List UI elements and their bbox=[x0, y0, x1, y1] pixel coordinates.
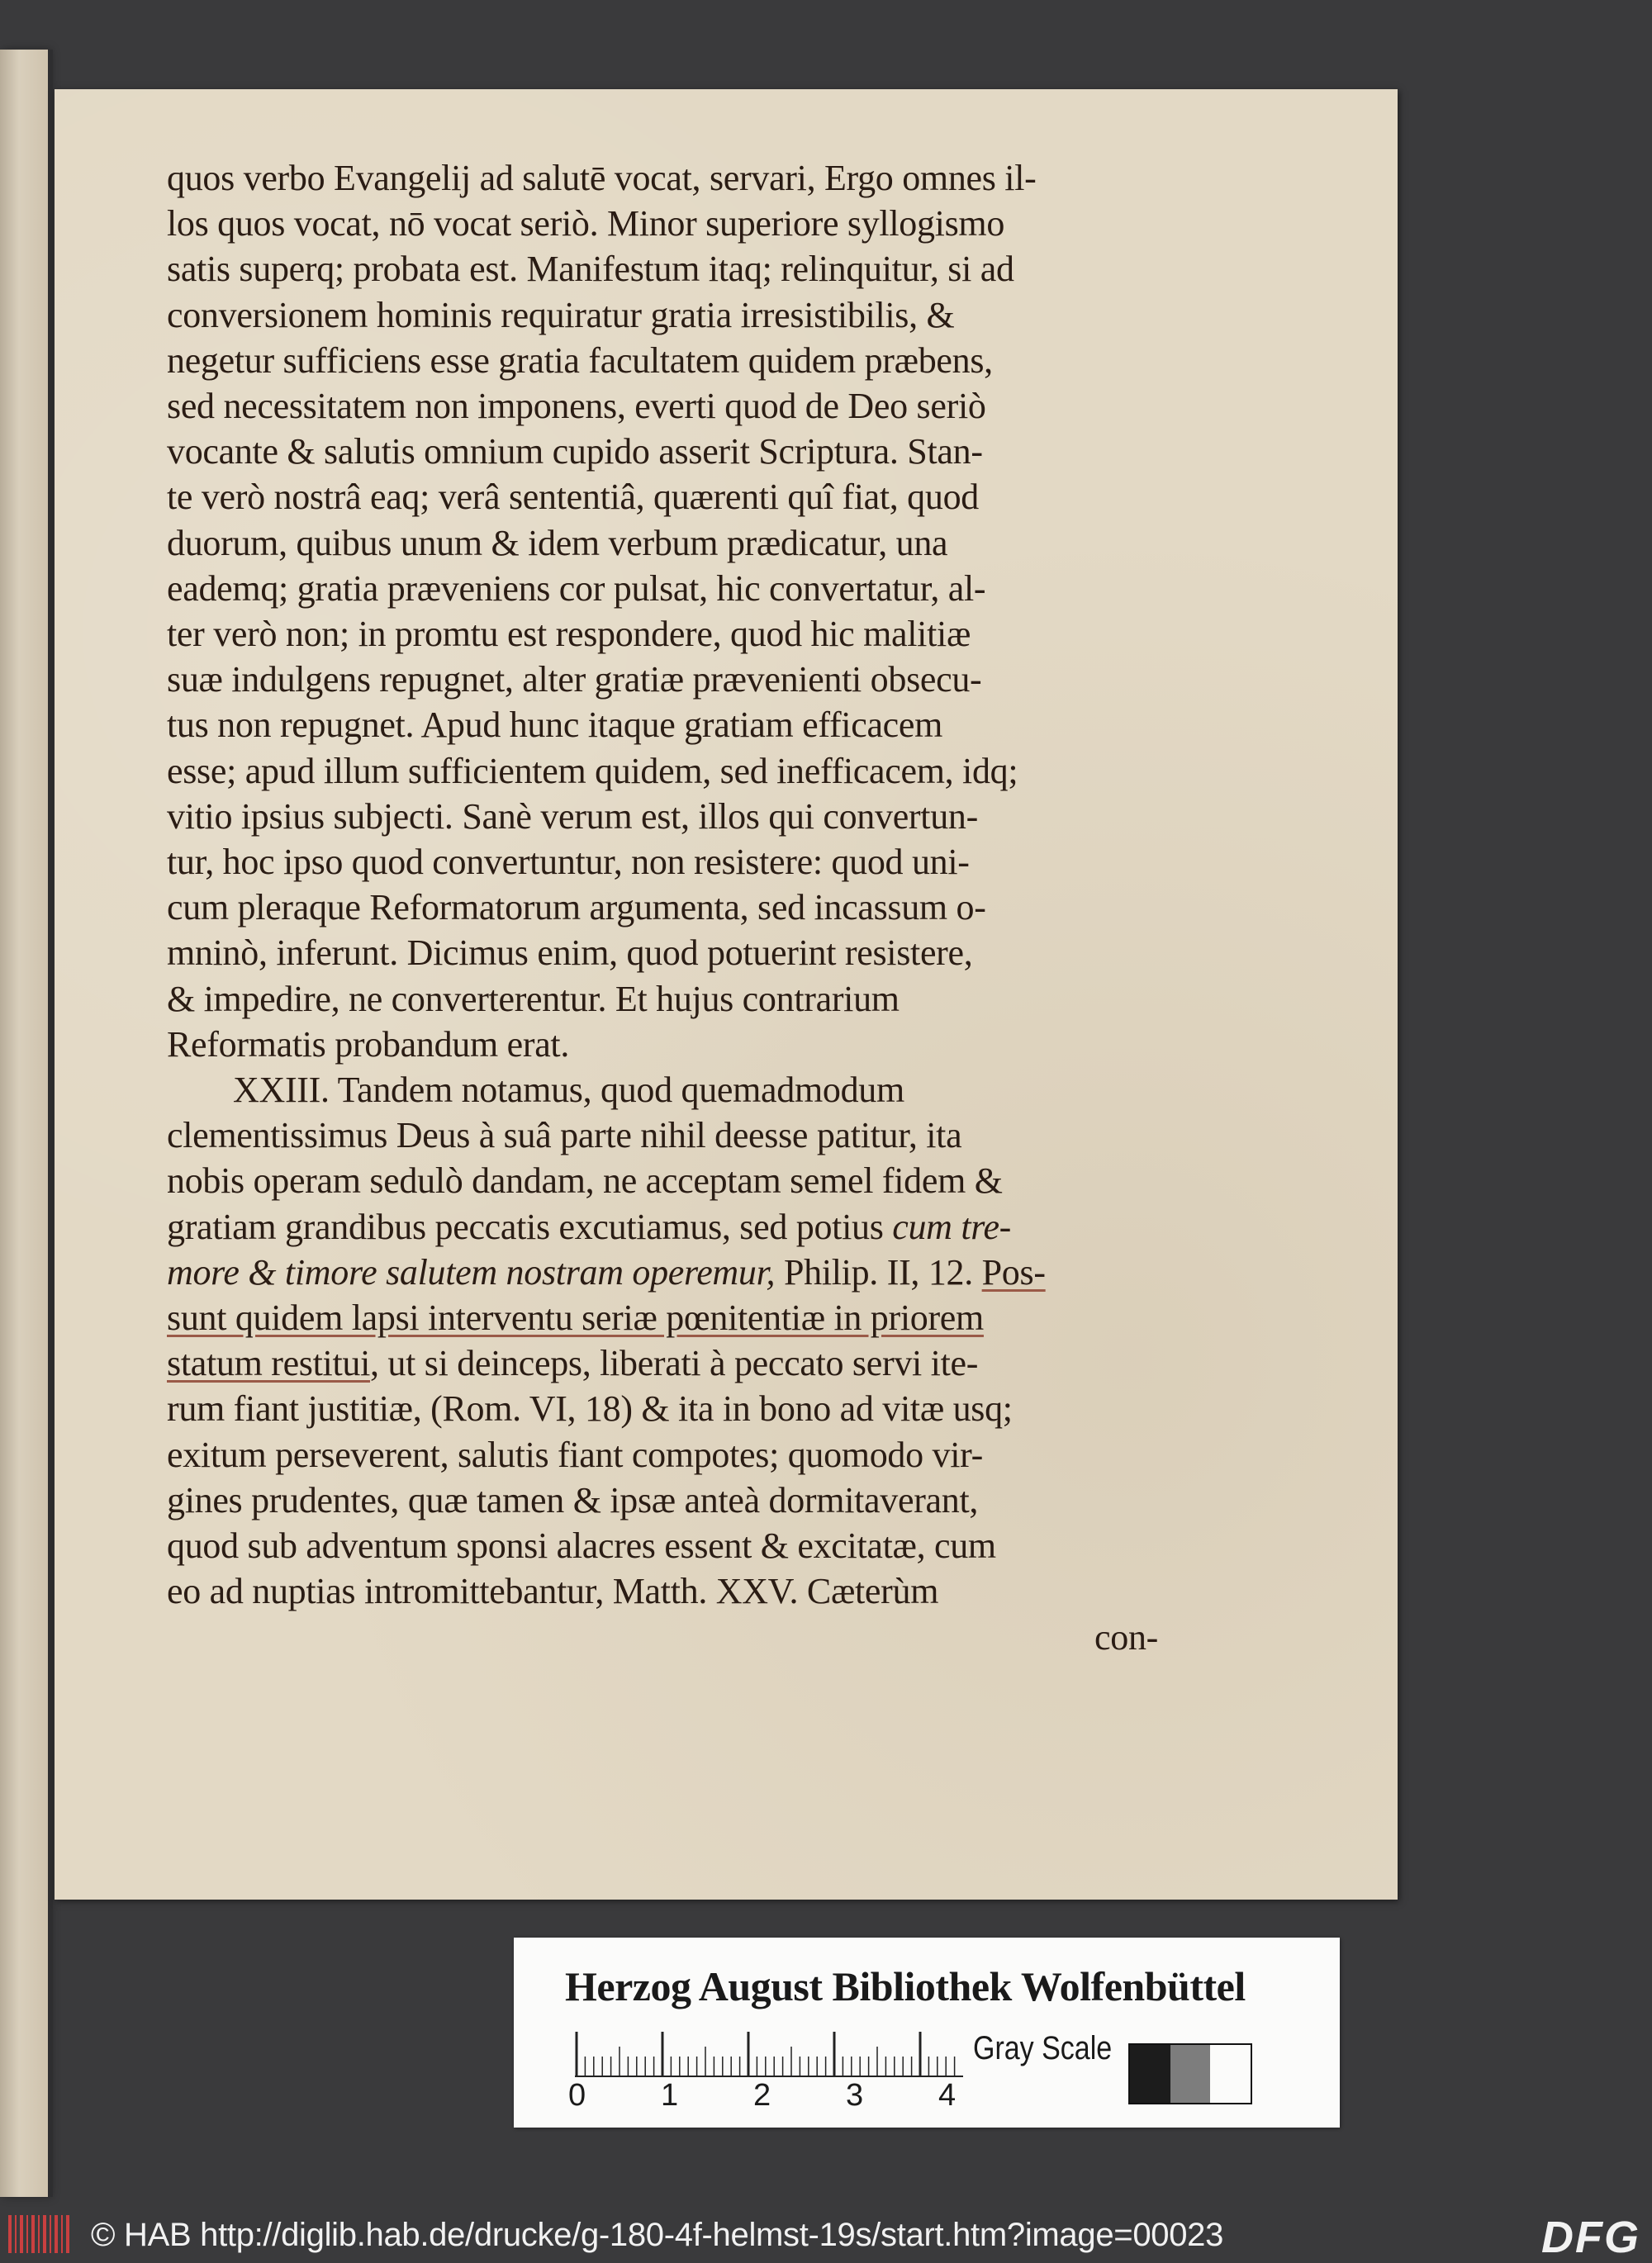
book-page bbox=[55, 89, 1398, 1900]
text-line: eademq; gratia præveniens cor pulsat, hic convertatur, al- bbox=[167, 567, 986, 609]
text-line: rum fiant justitiæ, (Rom. VI, 18) & ita in bono ad vitæ usq; bbox=[167, 1388, 1013, 1430]
text-line: te verò nostrâ eaq; verâ sententiâ, quærenti quî fiat, quod bbox=[167, 477, 979, 518]
text-line: exitum perseverent, salutis fiant compotes; quomodo vir- bbox=[167, 1434, 983, 1475]
library-name: Herzog August Bibliothek Wolfenbüttel bbox=[565, 1963, 1246, 2009]
ruler-number: 2 bbox=[753, 2078, 771, 2113]
text-line: gratiam grandibus peccatis excutiamus, sed potius cum tre- bbox=[167, 1206, 1012, 1247]
ruler-number: 1 bbox=[661, 2078, 679, 2113]
text-line: statum restitui, ut si deinceps, liberati à peccato servi ite- bbox=[167, 1343, 979, 1384]
text-line: mninò, inferunt. Dicimus enim, quod potuerint resistere, bbox=[167, 932, 973, 974]
gray-scale-swatches bbox=[1128, 2043, 1252, 2104]
facing-page-edge bbox=[0, 50, 48, 2197]
text-line: Reformatis probandum erat. bbox=[167, 1023, 570, 1065]
text-line: cum pleraque Reformatorum argumenta, sed incassum o- bbox=[167, 887, 986, 928]
text-line: XXIII. Tandem notamus, quod quemadmodum bbox=[233, 1070, 904, 1111]
text-line: vocante & salutis omnium cupido asserit Scriptura. Stan- bbox=[167, 431, 983, 472]
gray-swatch bbox=[1130, 2045, 1170, 2103]
text-line: satis superq; probata est. Manifestum itaq; relinquitur, si ad bbox=[167, 249, 1014, 290]
text-line: nobis operam sedulò dandam, ne acceptam semel fidem & bbox=[167, 1160, 1003, 1202]
text-line: los quos vocat, nō vocat seriò. Minor superiore syllogismo bbox=[167, 203, 1005, 244]
text-line: clementissimus Deus à suâ parte nihil deesse patitur, ita bbox=[167, 1115, 962, 1156]
text-line: tus non repugnet. Apud hunc itaque gratiam efficacem bbox=[167, 705, 943, 746]
text-line: quos verbo Evangelij ad salutē vocat, servari, Ergo omnes il- bbox=[167, 158, 1037, 198]
ruler-numbers bbox=[563, 2078, 1026, 2119]
ruler-number: 3 bbox=[846, 2078, 864, 2113]
library-color-label bbox=[514, 1938, 1340, 2128]
paragraph-2-continued bbox=[167, 1386, 1158, 1614]
catchword: con- bbox=[1094, 1616, 1158, 1658]
dfg-logo: DFG bbox=[1541, 2213, 1640, 2262]
gray-scale-label: Gray Scale bbox=[973, 2030, 1113, 2066]
ruler-number: 4 bbox=[938, 2078, 957, 2113]
text-line: quod sub adventum sponsi alacres essent & excitatæ, cum bbox=[167, 1525, 996, 1567]
text-line-underlined: sunt quidem lapsi interventu seriæ pœnitentiæ in priorem bbox=[167, 1298, 984, 1339]
text-line: more & timore salutem nostram operemur, Philip. II, 12. Pos- bbox=[167, 1251, 1046, 1293]
text-line: negetur sufficiens esse gratia facultatem quidem præbens, bbox=[167, 339, 993, 381]
gray-swatch bbox=[1170, 2045, 1211, 2103]
page-text bbox=[167, 155, 1158, 1660]
text-line: suæ indulgens repugnet, alter gratiæ prævenienti obsecu- bbox=[167, 659, 982, 700]
text-line: conversionem hominis requiratur gratia irresistibilis, & bbox=[167, 294, 955, 335]
paragraph-2 bbox=[167, 1067, 1158, 1204]
footer-bar bbox=[0, 2207, 1652, 2263]
ruler-scale bbox=[575, 2028, 963, 2078]
text-line: tur, hoc ipso quod convertuntur, non resistere: quod uni- bbox=[167, 842, 970, 883]
text-line: gines prudentes, quæ tamen & ipsæ anteà dormitaverant, bbox=[167, 1479, 979, 1521]
text-line: vitio ipsius subjecti. Sanè verum est, illos qui convertun- bbox=[167, 795, 978, 837]
text-line: duorum, quibus unum & idem verbum prædicatur, una bbox=[167, 522, 948, 563]
text-line: ter verò non; in promtu est respondere, quod hic malitiæ bbox=[167, 614, 971, 655]
paragraph-1 bbox=[167, 155, 1158, 1067]
copyright-url: © HAB http://diglib.hab.de/drucke/g-180-4f-helmst-19s/start.htm?image=00023 bbox=[91, 2217, 1224, 2253]
ruler-number: 0 bbox=[568, 2078, 586, 2113]
gray-swatch bbox=[1210, 2045, 1251, 2103]
text-line: & impedire, ne converterentur. Et hujus contrarium bbox=[167, 978, 900, 1019]
text-line: eo ad nuptias intromittebantur, Matth. XXV. Cæterùm bbox=[167, 1571, 939, 1612]
barcode-icon bbox=[8, 2215, 71, 2253]
text-line: sed necessitatem non imponens, everti quod de Deo seriò bbox=[167, 386, 986, 427]
text-line: esse; apud illum sufficientem quidem, sed inefficacem, idq; bbox=[167, 750, 1018, 791]
